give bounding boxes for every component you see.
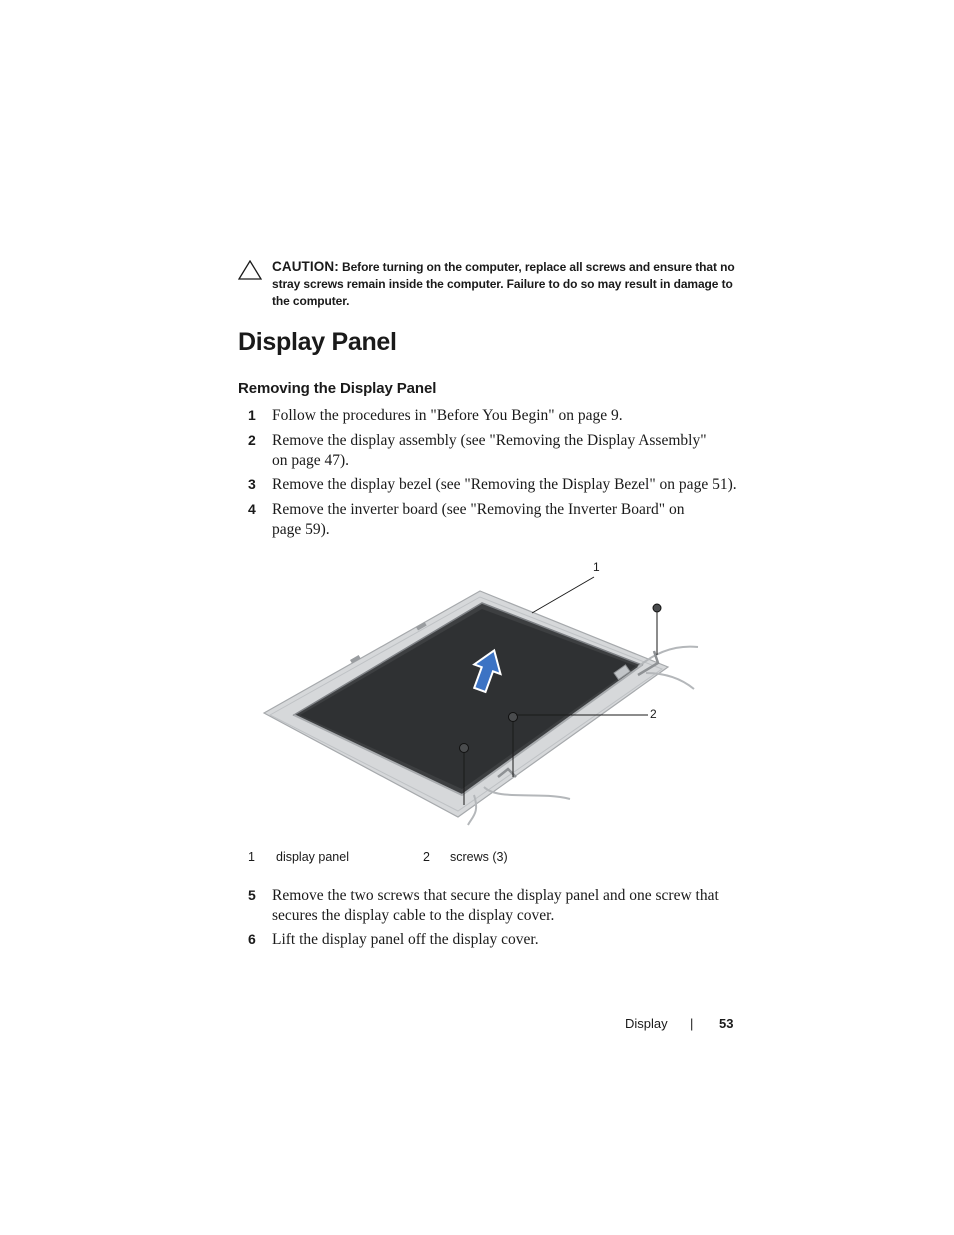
footer-section: Display	[625, 1016, 668, 1031]
legend-label: display panel	[276, 850, 349, 864]
legend-number: 1	[248, 850, 255, 864]
caution-label: CAUTION:	[272, 259, 339, 274]
step-number: 2	[248, 432, 256, 448]
step-1	[248, 406, 728, 426]
step-6	[248, 930, 728, 950]
page-title: Display Panel	[238, 328, 397, 356]
step-number: 5	[248, 887, 256, 903]
screw-top	[653, 604, 661, 612]
display-panel-illustration	[258, 555, 718, 835]
screw-bottom	[460, 744, 469, 753]
step-text: Remove the display assembly (see "Removing the Display Assembly" on page 47).	[272, 432, 707, 469]
step-text: Follow the procedures in "Before You Begin" on page 9.	[272, 407, 623, 424]
legend-number: 2	[423, 850, 430, 864]
caution-triangle-icon	[238, 260, 262, 280]
footer-separator: |	[690, 1016, 694, 1031]
step-2	[248, 431, 723, 470]
caution-body: Before turning on the computer, replace all screws and ensure that no stray screws remain inside the computer. Failure to do so may result in damage to the computer.	[272, 260, 735, 308]
step-number: 1	[248, 407, 256, 423]
legend-label: screws (3)	[450, 850, 508, 864]
step-number: 3	[248, 476, 256, 492]
step-5	[248, 886, 728, 925]
step-4	[248, 500, 693, 539]
screw-middle	[509, 713, 518, 722]
display-panel-figure	[258, 555, 718, 835]
caution-text	[272, 258, 738, 310]
callout-2: 2	[650, 707, 657, 721]
step-number: 4	[248, 501, 256, 517]
step-text: Remove the two screws that secure the display panel and one screw that secures the display cable to the display cover.	[272, 887, 719, 924]
page-number: 53	[719, 1016, 734, 1031]
step-text: Remove the display bezel (see "Removing the Display Bezel" on page 51).	[272, 476, 737, 493]
step-text: Remove the inverter board (see "Removing the Inverter Board" on page 59).	[272, 501, 685, 538]
step-3	[248, 475, 738, 495]
section-title: Removing the Display Panel	[238, 380, 437, 397]
callout-1: 1	[593, 560, 600, 574]
step-text: Lift the display panel off the display cover.	[272, 931, 539, 948]
step-number: 6	[248, 931, 256, 947]
caution-notice	[238, 258, 738, 310]
